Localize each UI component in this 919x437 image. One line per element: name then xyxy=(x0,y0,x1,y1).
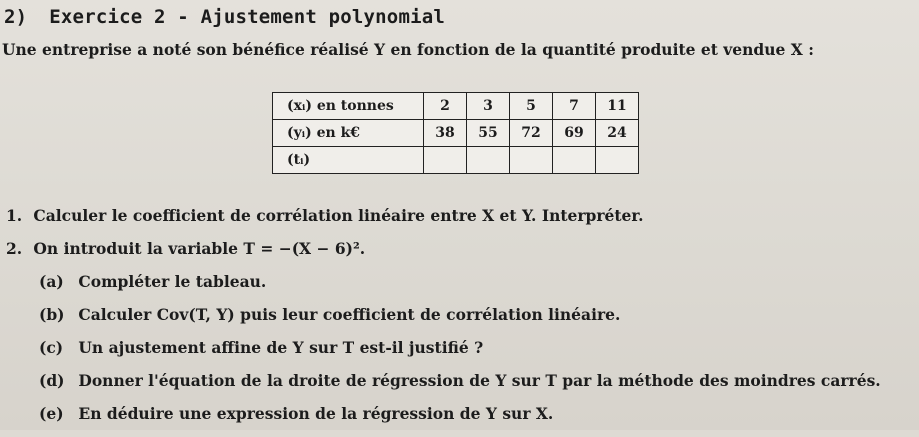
intro-text: Une entreprise a noté son bénéfice réalisé Y en fonction de la quantité produite et vendue X : xyxy=(2,40,814,59)
sub-question-text: Donner l'équation de la droite de régression de Y sur T par la méthode des moindres carrés. xyxy=(78,371,881,390)
question-text: Calculer le coefficient de corrélation linéaire entre X et Y. Interpréter. xyxy=(33,206,644,225)
exercise-title xyxy=(4,6,445,28)
row-header-x: (xᵢ) en tonnes xyxy=(273,93,424,120)
data-table xyxy=(272,92,639,174)
cell-t-3 xyxy=(510,147,553,174)
sub-question-a xyxy=(6,272,881,305)
cell-t-4 xyxy=(553,147,596,174)
question-2 xyxy=(6,239,881,272)
row-header-t: (tᵢ) xyxy=(273,147,424,174)
cell-y-5: 24 xyxy=(596,120,639,147)
sub-question-d xyxy=(6,371,881,404)
sub-question-c xyxy=(6,338,881,371)
sub-question-e xyxy=(6,404,881,437)
cell-y-1: 38 xyxy=(424,120,467,147)
question-1 xyxy=(6,206,881,239)
sub-question-label: (e) xyxy=(39,404,64,423)
cell-t-1 xyxy=(424,147,467,174)
cell-t-5 xyxy=(596,147,639,174)
sub-question-label: (d) xyxy=(39,371,65,390)
table-row-t xyxy=(273,147,639,174)
sub-question-text: En déduire une expression de la régression de Y sur X. xyxy=(78,404,554,423)
cell-y-4: 69 xyxy=(553,120,596,147)
cell-x-1: 2 xyxy=(424,93,467,120)
cell-x-5: 11 xyxy=(596,93,639,120)
cell-x-2: 3 xyxy=(467,93,510,120)
sub-question-text: Un ajustement affine de Y sur T est-il justifié ? xyxy=(78,338,484,357)
cell-y-2: 55 xyxy=(467,120,510,147)
cell-x-4: 7 xyxy=(553,93,596,120)
table-row-y xyxy=(273,120,639,147)
sub-question-text: Compléter le tableau. xyxy=(78,272,267,291)
sub-question-label: (b) xyxy=(39,305,65,324)
sub-question-text: Calculer Cov(T, Y) puis leur coefficient de corrélation linéaire. xyxy=(78,305,621,324)
exercise-number: 2) xyxy=(4,6,28,28)
sub-question-b xyxy=(6,305,881,338)
exercise-title-text: Exercice 2 - Ajustement polynomial xyxy=(49,6,446,28)
question-list xyxy=(6,206,881,437)
cell-x-3: 5 xyxy=(510,93,553,120)
cell-t-2 xyxy=(467,147,510,174)
row-header-y: (yᵢ) en k€ xyxy=(273,120,424,147)
table-row-x xyxy=(273,93,639,120)
question-number: 1. xyxy=(6,206,23,225)
sub-question-label: (a) xyxy=(39,272,64,291)
cell-y-3: 72 xyxy=(510,120,553,147)
sub-question-label: (c) xyxy=(39,338,64,357)
question-number: 2. xyxy=(6,239,23,258)
question-text: On introduit la variable T = −(X − 6)². xyxy=(33,239,366,258)
